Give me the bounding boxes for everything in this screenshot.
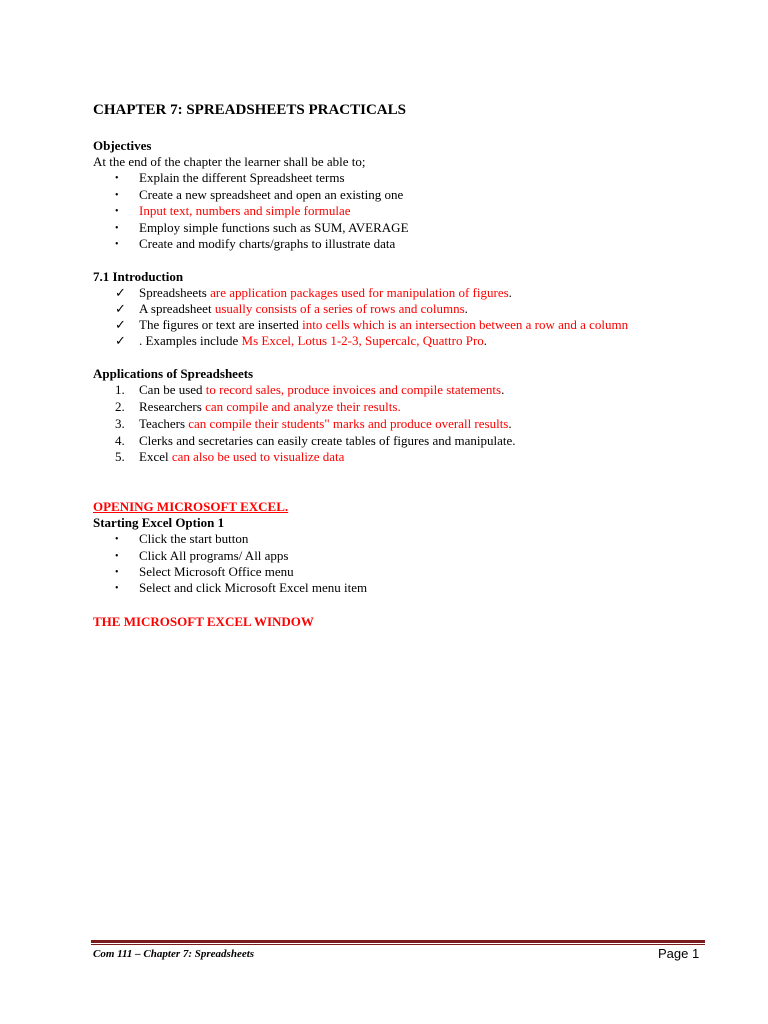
introduction-heading: 7.1 Introduction: [93, 269, 184, 284]
bullet-icon: •: [115, 190, 119, 201]
objectives-heading: Objectives: [93, 138, 152, 153]
bullet-icon: •: [115, 206, 119, 217]
footer-rule-thin: [91, 944, 705, 945]
bullet-icon: •: [115, 583, 119, 594]
intro-item: ✓ The figures or text are inserted into cells which is an intersection between a row and a column: [115, 317, 629, 332]
objective-item: • Input text, numbers and simple formulae: [115, 203, 351, 218]
bullet-icon: •: [115, 534, 119, 545]
objective-item: • Employ simple functions such as SUM, AVERAGE: [115, 220, 409, 235]
bullet-icon: •: [115, 567, 119, 578]
intro-item: ✓ Spreadsheets are application packages used for manipulation of figures.: [115, 285, 512, 300]
application-item: 1. Can be used to record sales, produce invoices and compile statements.: [115, 382, 505, 397]
applications-heading: Applications of Spreadsheets: [93, 366, 254, 381]
checkmark-icon: ✓: [115, 301, 126, 316]
bullet-icon: •: [115, 223, 119, 234]
objective-item: • Explain the different Spreadsheet terms: [115, 170, 345, 185]
step-item: • Click the start button: [115, 531, 249, 546]
application-item: 4. Clerks and secretaries can easily create tables of figures and manipulate.: [115, 433, 516, 448]
step-item: • Select and click Microsoft Excel menu item: [115, 580, 368, 595]
bullet-icon: •: [115, 173, 119, 184]
step-item: • Select Microsoft Office menu: [115, 564, 294, 579]
checkmark-icon: ✓: [115, 333, 126, 348]
page-number: Page 1: [658, 946, 700, 961]
footer-rule: [91, 940, 705, 943]
footer-course-label: Com 111 – Chapter 7: Spreadsheets: [93, 948, 255, 960]
excel-window-heading: THE MICROSOFT EXCEL WINDOW: [93, 614, 314, 629]
application-item: 2. Researchers can compile and analyze their results.: [115, 399, 401, 414]
opening-excel-heading: OPENING MICROSOFT EXCEL.: [93, 499, 289, 514]
intro-item: ✓ . Examples include Ms Excel, Lotus 1-2-3, Supercalc, Quattro Pro.: [115, 333, 488, 348]
option-subheading: Starting Excel Option 1: [93, 515, 225, 530]
objective-item: • Create and modify charts/graphs to illustrate data: [115, 236, 396, 251]
application-item: 5. Excel can also be used to visualize data: [115, 449, 345, 464]
intro-item: ✓ A spreadsheet usually consists of a series of rows and columns.: [115, 301, 468, 316]
objective-item: • Create a new spreadsheet and open an existing one: [115, 187, 404, 202]
bullet-icon: •: [115, 551, 119, 562]
objectives-intro: At the end of the chapter the learner shall be able to;: [93, 154, 366, 169]
step-item: • Click All programs/ All apps: [115, 548, 289, 563]
page-title: CHAPTER 7: SPREADSHEETS PRACTICALS: [93, 102, 406, 118]
checkmark-icon: ✓: [115, 317, 126, 332]
bullet-icon: •: [115, 239, 119, 250]
application-item: 3. Teachers can compile their students" marks and produce overall results.: [115, 416, 512, 431]
checkmark-icon: ✓: [115, 285, 126, 300]
